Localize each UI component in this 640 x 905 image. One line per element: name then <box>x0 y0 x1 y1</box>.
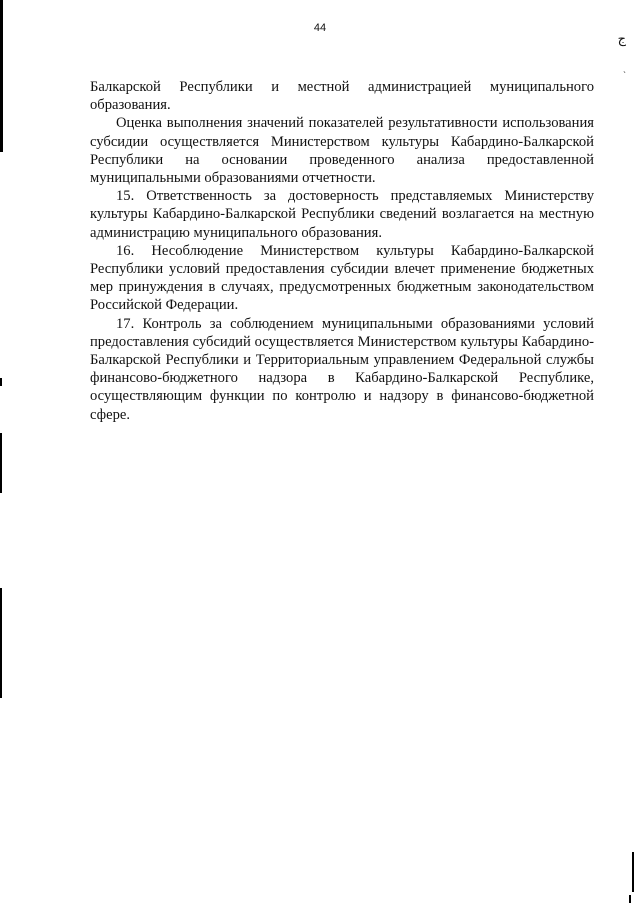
paragraph-continuation: Балкарской Республики и местной администрацией муниципального образования. <box>90 79 594 114</box>
paragraph-item-17: 17. Контроль за соблюдением муниципальными образованиями условий предоставления субсидий осуществляется Министерством культуры Кабардино-Балкарской Республики и Территориальным управлением Федеральной службы финансово-бюджетного надзора в Кабардино-Балкарской Республике, осуществляющим функции по контролю и надзору в финансово-бюджетной сфере. <box>90 315 594 423</box>
scan-edge-mark <box>0 433 2 493</box>
scan-speck-icon: ˎ <box>623 63 626 73</box>
scan-edge-mark <box>632 852 634 892</box>
scan-edge-mark <box>0 0 3 152</box>
paragraph-evaluation: Оценка выполнения значений показателей результативности использования субсидии осуществляется Министерством культуры Кабардино-Балкарской Республики на основании проведенного анализа предоставленной муниципальными образованиями отчетности. <box>90 115 594 187</box>
paragraph-item-15: 15. Ответственность за достоверность представляемых Министерству культуры Кабардино-Балкарской Республики сведений возлагается на местную администрацию муниципального образования. <box>90 188 594 241</box>
document-body <box>90 78 594 424</box>
paragraph-item-16: 16. Несоблюдение Министерством культуры Кабардино-Балкарской Республики условий предоставления субсидии влечет применение бюджетных мер принуждения в случаях, предусмотренных бюджетным законодательством Российской Федерации. <box>90 242 594 314</box>
scan-edge-mark <box>0 588 2 698</box>
scan-speck-icon: ج <box>617 31 626 46</box>
scan-edge-mark <box>629 895 631 903</box>
page-number: 44 <box>313 22 327 34</box>
scan-edge-mark <box>0 378 2 386</box>
